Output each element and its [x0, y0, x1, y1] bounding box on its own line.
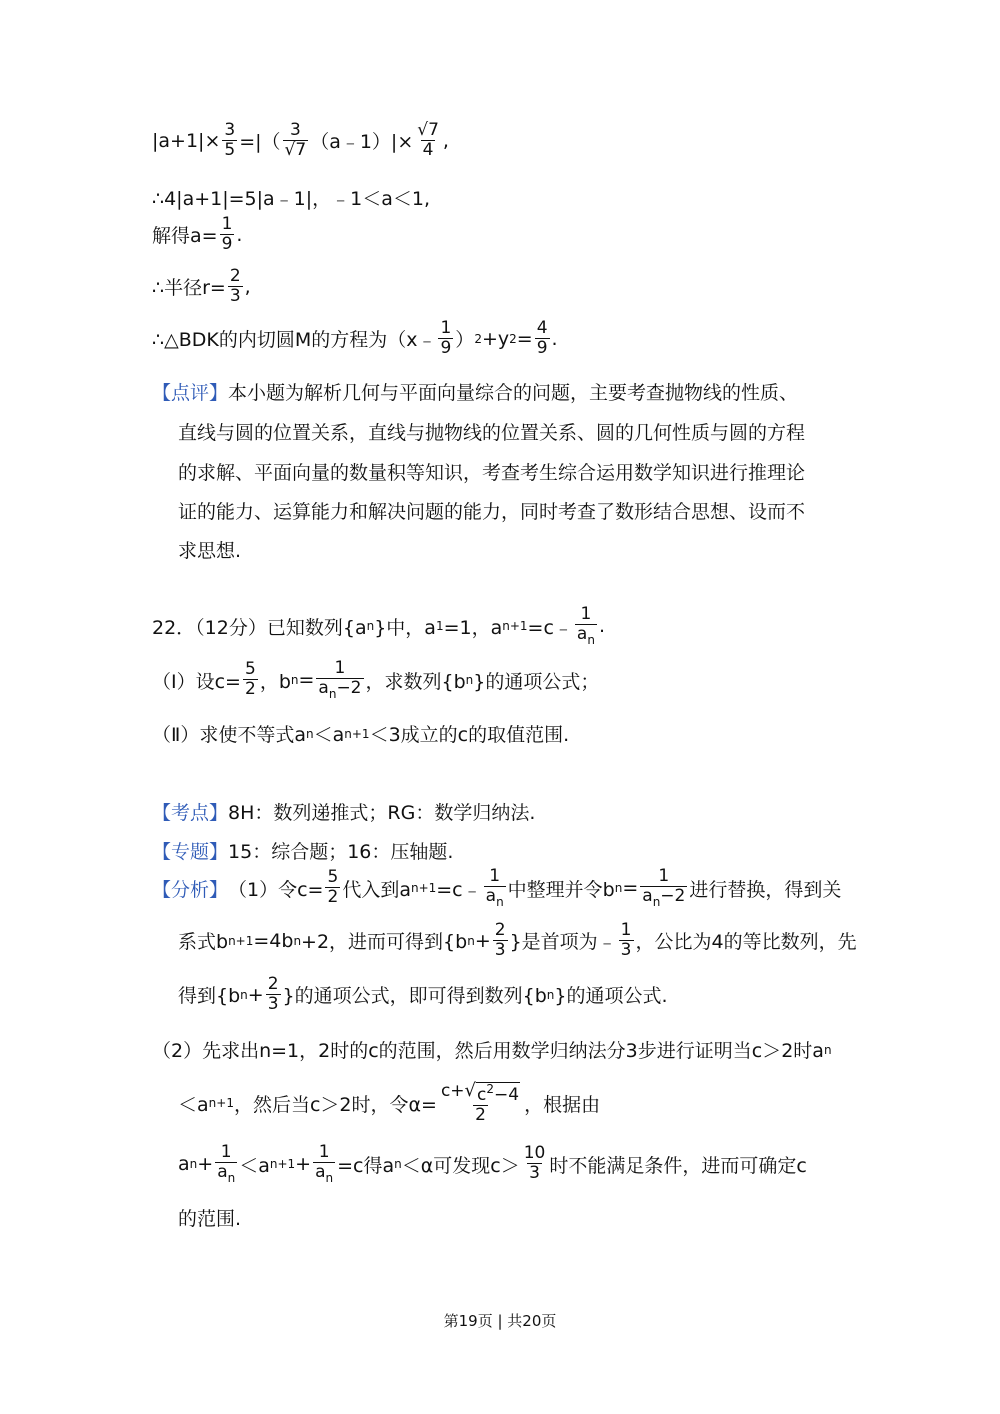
problem-part-2: （Ⅱ）求使不等式a n ＜a n+1 ＜3成立的c的取值范围.: [152, 724, 570, 746]
solution-line-5: ∴△BDK的内切圆M的方程为（x﹣ $\frac{1}{9}$ ） 2 +y 2 = $\frac{4}{9}$ .: [152, 318, 558, 358]
fraction: $\frac{1}{9}$: [440, 318, 452, 358]
solution-line-4: ∴半径r= $\frac{2}{3}$ ,: [152, 266, 251, 306]
problem-part-1: （Ⅰ）设c= $\frac{5}{2}$ ，b n = $\frac{1}{a_n-2}$ ，求数列{b n }的通项公式；: [152, 658, 600, 701]
sqrt-icon: √: [464, 1080, 477, 1101]
fraction: $\frac{1}{a_n}$: [315, 1142, 334, 1185]
analysis-line-6: a n + $\frac{1}{a_n}$ ＜a n+1 + $\frac{1}{a_n}$ =c得a n ＜α可发现c＞ $\frac{10}{3}$ 时不能满足条件，进而可确定c: [178, 1142, 807, 1185]
fraction: $\frac{1}{a_n}$: [485, 866, 504, 909]
comment-line-1: 【点评】 本小题为解析几何与平面向量综合的问题，主要考查抛物线的性质、: [152, 378, 798, 405]
fraction: $\frac{3}{5}$: [224, 120, 236, 160]
fraction: $\frac{√7}{4}$: [417, 120, 439, 160]
comment-line-3: 的求解、平面向量的数量积等知识，考查考生综合运用数学知识进行推理论: [178, 462, 806, 484]
zhuanti-tag: 【专题】: [152, 841, 229, 863]
fraction: $\frac{1}{a_n}$: [576, 604, 595, 647]
zhuanti-line: 【专题】 15：综合题；16：压轴题.: [152, 837, 453, 864]
fraction: $\frac{2}{3}$: [267, 974, 279, 1014]
fraction: $\frac{5}{2}$: [327, 867, 339, 908]
problem-statement: 22．（12分）已知数列{a n }中，a 1 =1，a n+1 =c﹣ $\frac{1}{a_n}$ .: [152, 604, 605, 647]
fraction: $\frac{1}{9}$: [221, 214, 233, 254]
fraction: $\frac{1}{a_n-2}$: [642, 866, 686, 909]
solution-line-2: ∴4|a+1|=5|a﹣1|，﹣1＜a＜1,: [152, 188, 431, 210]
analysis-line-5: ＜a n+1 ，然后当c＞2时，令α= c+ √ $c^2-4$ 2 ，根据由: [178, 1080, 601, 1125]
comment-tag: 【点评】: [152, 382, 229, 404]
fraction: $\frac{1}{3}$: [620, 920, 632, 960]
fraction: c+ √ $c^2-4$ 2: [440, 1080, 520, 1125]
comment-line-5: 求思想.: [178, 540, 242, 562]
fraction: $\frac{2}{3}$: [494, 920, 506, 960]
analysis-line-2: 系式b n+1 =4b n +2，进而可得到{b n + $\frac{2}{3}$ }是首项为﹣ $\frac{1}{3}$ ，公比为4的等比数列，先: [178, 920, 857, 960]
solution-line-3: 解得a= $\frac{1}{9}$ .: [152, 214, 243, 254]
analysis-line-1: 【分析】 （1）令c= $\frac{5}{2}$ 代入到a n+1 =c﹣ $\frac{1}{a_n}$ 中整理并令b n = $\frac{1}{a_n-2}$ 进行替换，得到关: [152, 866, 842, 909]
kaodian-line: 【考点】 8H：数列递推式；RG：数学归纳法.: [152, 798, 535, 825]
analysis-line-4: （2）先求出n=1，2时的c的范围，然后用数学归纳法分3步进行证明当c＞2时a n: [152, 1040, 832, 1062]
fraction: $\frac{4}{9}$: [536, 318, 548, 358]
comment-line-4: 证的能力、运算能力和解决问题的能力，同时考查了数形结合思想、设而不: [178, 501, 806, 523]
solution-line-1: |a+1|× $\frac{3}{5}$ =|（ $\frac{3}{√7}$ （a﹣1）|× $\frac{√7}{4}$ ,: [152, 120, 449, 160]
analysis-line-3: 得到{b n + $\frac{2}{3}$ }的通项公式，即可得到数列{b n }的通项公式.: [178, 974, 668, 1014]
fraction: $\frac{1}{a_n-2}$: [318, 658, 362, 701]
page-footer: 第19页 | 共20页: [443, 1312, 557, 1330]
fraction: $\frac{3}{√7}$: [284, 120, 307, 160]
kaodian-tag: 【考点】: [152, 802, 229, 824]
fraction: $\frac{5}{2}$: [244, 659, 256, 700]
comment-line-2: 直线与圆的位置关系，直线与抛物线的位置关系、圆的几何性质与圆的方程: [178, 422, 806, 444]
fraction: $\frac{10}{3}$: [523, 1143, 546, 1184]
fraction: $\frac{1}{a_n}$: [217, 1142, 236, 1185]
analysis-line-7: 的范围.: [178, 1208, 242, 1230]
analysis-tag: 【分析】: [152, 878, 229, 901]
fraction: $\frac{2}{3}$: [229, 266, 241, 306]
